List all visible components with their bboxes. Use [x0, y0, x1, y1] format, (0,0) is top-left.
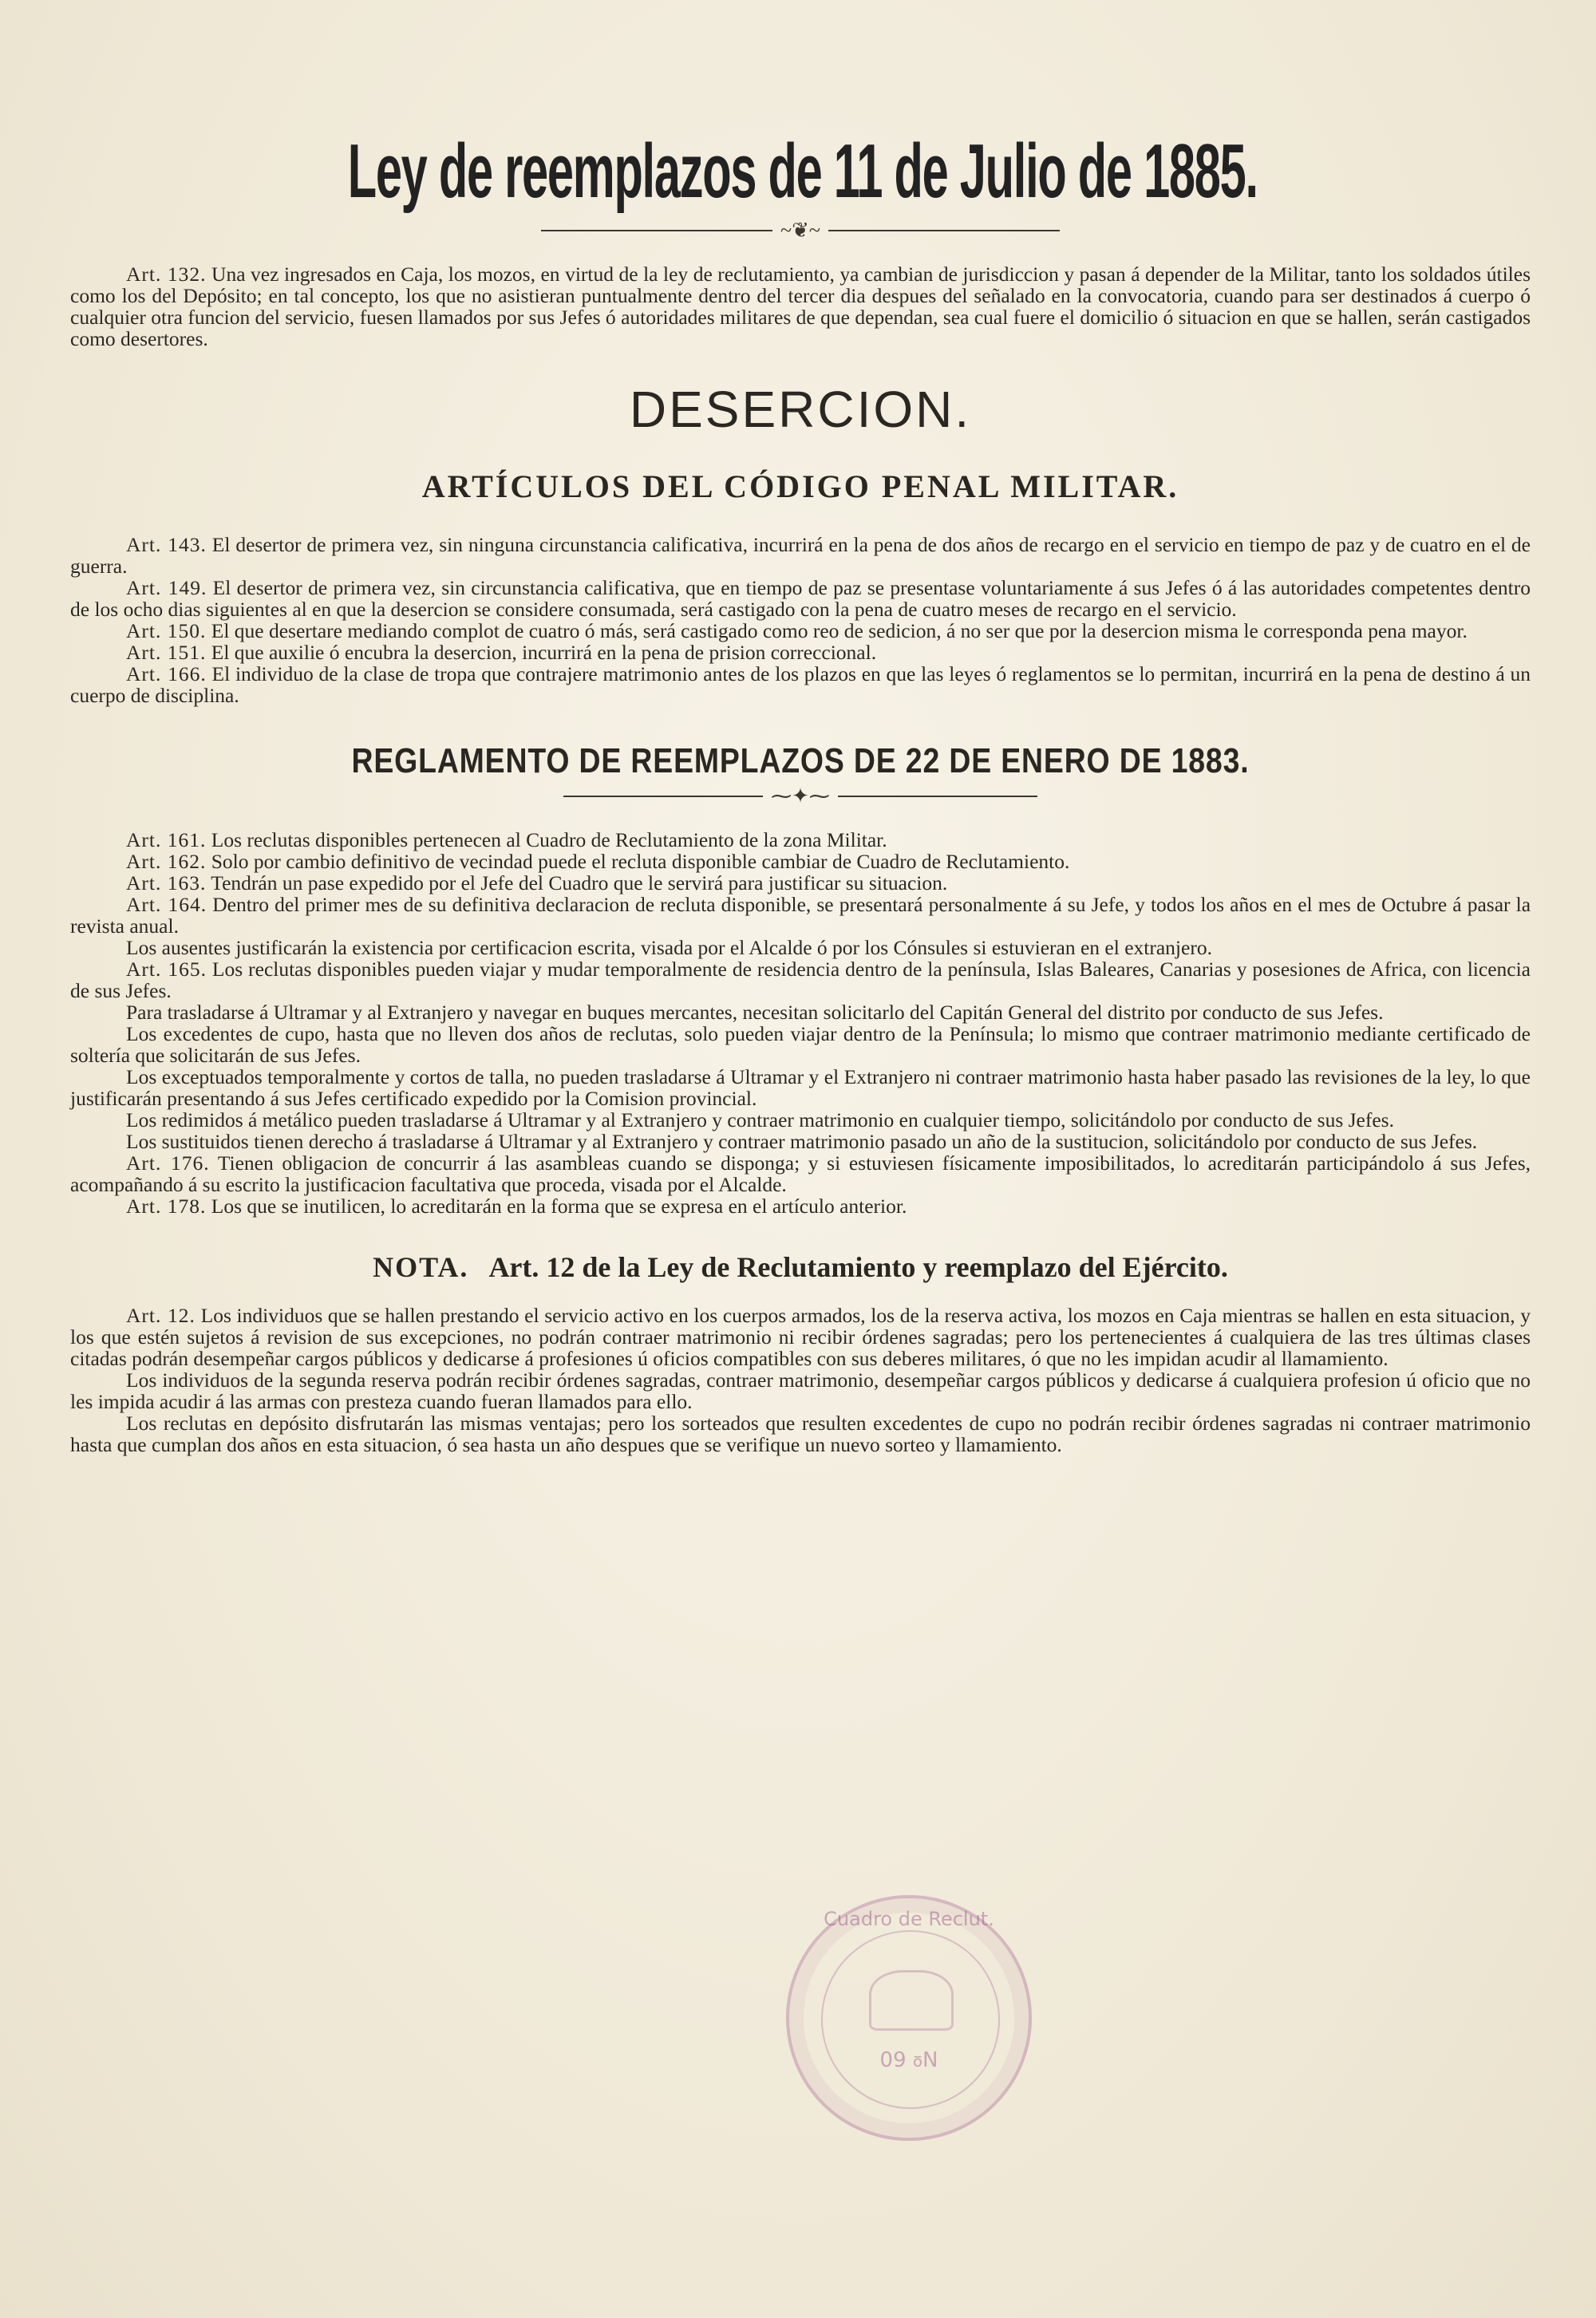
article-paragraph — [70, 937, 1531, 958]
article-text: El individuo de la clase de tropa que contrajere matrimonio antes de los plazos en que las leyes ó reglamentos se lo permitan, incurrirá en la pena de destino á un cuerpo de disciplina. — [70, 662, 1531, 707]
article-text: Los excedentes de cupo, hasta que no lleven dos años de reclutas, solo pueden viajar dentro de la Península; lo mismo que contraer matrimonio mediante certificado de soltería que solicitarán de sus Jefes. — [70, 1022, 1531, 1067]
rule-line-right — [828, 230, 1060, 231]
rule-line-right — [838, 796, 1037, 797]
article-text: Tendrán un pase expedido por el Jefe del Cuadro que le servirá para justificar su situacion. — [211, 871, 948, 894]
article-paragraph — [70, 1109, 1531, 1131]
article-number: Art. 162. — [126, 850, 207, 873]
nota-articles — [70, 1305, 1531, 1455]
article-text: Los redimidos á metálico pueden trasladarse á Ultramar y al Extranjero y contraer matrimonio en cualquier tiempo, solicitándolo por conducto de sus Jefes. — [126, 1108, 1394, 1131]
article-paragraph — [70, 872, 1531, 894]
article-text: Los individuos que se hallen prestando el servicio activo en los cuerpos armados, los de la reserva activa, los mozos en Caja mientras se hallen en esta situacion, y los que estén sujetos á revision de sus excepciones, no podrán contraer matrimonio ni recibir órdenes sagradas; pero los pertenecientes á cualquiera de las tres últimas clases citadas podrán desempeñar cargos públicos y dedicarse á profesiones ú oficios compatibles con sus deberes militares, ó que no les impidan acudir al llamamiento. — [70, 1304, 1531, 1370]
desercion-heading: DESERCION. — [629, 381, 972, 438]
article-paragraph — [70, 1305, 1531, 1369]
article-paragraph — [70, 851, 1531, 872]
article-paragraph — [70, 1369, 1531, 1412]
crown-icon — [869, 1970, 954, 2031]
article-paragraph — [70, 663, 1531, 706]
reglamento-articles — [70, 829, 1531, 1217]
stamp-number: Nº 60 — [879, 2046, 938, 2070]
article-number: Art. 163. — [126, 871, 207, 894]
article-number: Art. 165. — [126, 958, 207, 981]
article-number: Art. 164. — [126, 893, 207, 916]
article-paragraph — [70, 958, 1531, 1001]
article-paragraph — [70, 577, 1531, 620]
article-text: Dentro del primer mes de su definitiva declaracion de recluta disponible, se presentará personalmente á su Jefe, y todos los años en el mes de Octubre á pasar la revista anual. — [70, 893, 1531, 938]
ornament-icon: ⁓✦⁓ — [771, 784, 830, 808]
intro-paragraph — [70, 263, 1531, 349]
article-paragraph — [70, 642, 1531, 663]
article-text: Los reclutas disponibles pueden viajar y mudar temporalmente de residencia dentro de la península, Islas Baleares, Canarias y posesiones de Africa, con licencia de sus Jefes. — [70, 958, 1531, 1002]
nota-title: Art. 12 de la Ley de Reclutamiento y reemplazo del Ejército. — [488, 1251, 1228, 1283]
article-paragraph — [70, 894, 1531, 937]
reglamento-ornament-rule — [70, 786, 1531, 807]
article-number: Art. 178. — [126, 1195, 207, 1218]
article-text: Los individuos de la segunda reserva podrán recibir órdenes sagradas, contraer matrimonio, desempeñar cargos públicos y dedicarse á cualquiera profesion ú oficio que no les impida acudir á las armas con presteza cuando fueran llamados para ello. — [70, 1368, 1531, 1413]
article-paragraph — [70, 1066, 1531, 1109]
article-paragraph — [70, 1131, 1531, 1152]
article-text: Los sustituidos tienen derecho á trasladarse á Ultramar y al Extranjero y contraer matrimonio pasado un año de la sustitucion, solicitándolo por conducto de sus Jefes. — [126, 1130, 1478, 1153]
article-number: Art. 12. — [126, 1304, 196, 1327]
ornament-icon: ~❦~ — [780, 219, 820, 242]
article-text: Los ausentes justificarán la existencia por certificacion escrita, visada por el Alcalde ó por los Cónsules si estuvieran en el extranjero. — [126, 936, 1212, 959]
stamp-text: Cuadro de Reclut. — [824, 1908, 994, 1930]
article-number: Art. 161. — [126, 828, 207, 851]
article-text: El que desertare mediando complot de cuatro ó más, será castigado como reo de sedicion, á no ser que por la desercion misma le corresponda pena mayor. — [211, 619, 1468, 642]
reglamento-heading: REGLAMENTO DE REEMPLAZOS DE 22 DE ENERO DE 1883. — [351, 741, 1250, 780]
article-paragraph — [70, 620, 1531, 642]
article-paragraph — [70, 1195, 1531, 1217]
article-number: Art. 150. — [126, 619, 207, 642]
article-paragraph — [70, 1023, 1531, 1066]
article-text: Una vez ingresados en Caja, los mozos, en virtud de la ley de reclutamiento, ya cambian de jurisdiccion y pasan á depender de la Militar, tanto los soldados útiles como los del Depósito; en tal concepto, los que no asistieran puntualmente dentro del tercer dia despues del señalado en la convocatoria, cuando para ser destinados á cuerpo ó cualquier otra funcion del servicio, fuesen llamados por sus Jefes ó autoridades militares de que dependan, sea cual fuere el domicilio ó situacion en que se hallen, serán castigados como desertores. — [70, 263, 1531, 350]
nota-heading — [70, 1250, 1531, 1284]
desercion-articles — [70, 534, 1531, 706]
article-text: Los que se inutilicen, lo acreditarán en la forma que se expresa en el artículo anterior. — [211, 1195, 907, 1218]
article-text: Tienen obligacion de concurrir á las asambleas cuando se disponga; y si estuviesen físicamente imposibilitados, lo acreditarán participándolo á sus Jefes, acompañando á su escrito la justificacion facultativa que proceda, visada por el Alcalde. — [70, 1151, 1531, 1196]
article-text: Para trasladarse á Ultramar y al Extranjero y navegar en buques mercantes, necesitan solicitarlo del Capitán General del distrito por conducto de sus Jefes. — [126, 1001, 1384, 1024]
official-stamp — [786, 1895, 1032, 2141]
rule-line-left — [541, 230, 772, 231]
title-ornament-rule — [70, 220, 1531, 241]
document-title: Ley de reemplazos de 11 de Julio de 1885. — [347, 128, 1258, 214]
article-number: Art. 132. — [126, 263, 207, 286]
article-number: Art. 151. — [126, 641, 207, 664]
rule-line-left — [563, 796, 763, 797]
article-number: Art. 143. — [126, 533, 207, 556]
codigo-penal-heading: ARTÍCULOS DEL CÓDIGO PENAL MILITAR. — [421, 468, 1179, 504]
article-text: Los reclutas en depósito disfrutarán las mismas ventajas; pero los sorteados que resulten excedentes de cupo no podrán recibir órdenes sagradas ni contraer matrimonio hasta que cumplan dos años en esta situacion, ó sea hasta un año despues que se verifique un nuevo sorteo y llamamiento. — [70, 1412, 1531, 1456]
article-number: Art. 149. — [126, 576, 207, 599]
article-paragraph — [70, 829, 1531, 851]
article-number: Art. 166. — [126, 662, 207, 685]
article-number: Art. 176. — [126, 1151, 210, 1175]
nota-label: NOTA. — [373, 1251, 469, 1283]
article-paragraph — [70, 1152, 1531, 1195]
article-text: El desertor de primera vez, sin ninguna circunstancia calificativa, incurrirá en la pena de dos años de recargo en el servicio en tiempo de paz y de cuatro en el de guerra. — [70, 533, 1531, 578]
article-paragraph — [70, 1001, 1531, 1023]
article-text: Los reclutas disponibles pertenecen al Cuadro de Reclutamiento de la zona Militar. — [211, 828, 887, 851]
article-paragraph — [70, 1412, 1531, 1455]
article-text: El desertor de primera vez, sin circunstancia calificativa, que en tiempo de paz se presentase voluntariamente á sus Jefes ó á las autoridades competentes dentro de los ocho dias siguientes al en que la desercion se considere consumada, será castigado con la pena de cuatro meses de recargo en el servicio. — [70, 576, 1531, 621]
article-text: Los exceptuados temporalmente y cortos de talla, no pueden trasladarse á Ultramar y el Extranjero ni contraer matrimonio hasta haber pasado las revisiones de la ley, lo que justificarán presentando á sus Jefes certificado expedido por la Comision provincial. — [70, 1065, 1531, 1110]
article-paragraph — [70, 534, 1531, 577]
document-content — [70, 120, 1531, 1455]
article-text: El que auxilie ó encubra la desercion, incurrirá en la pena de prision correccional. — [211, 641, 877, 664]
article-text: Solo por cambio definitivo de vecindad puede el recluta disponible cambiar de Cuadro de Reclutamiento. — [211, 850, 1070, 873]
